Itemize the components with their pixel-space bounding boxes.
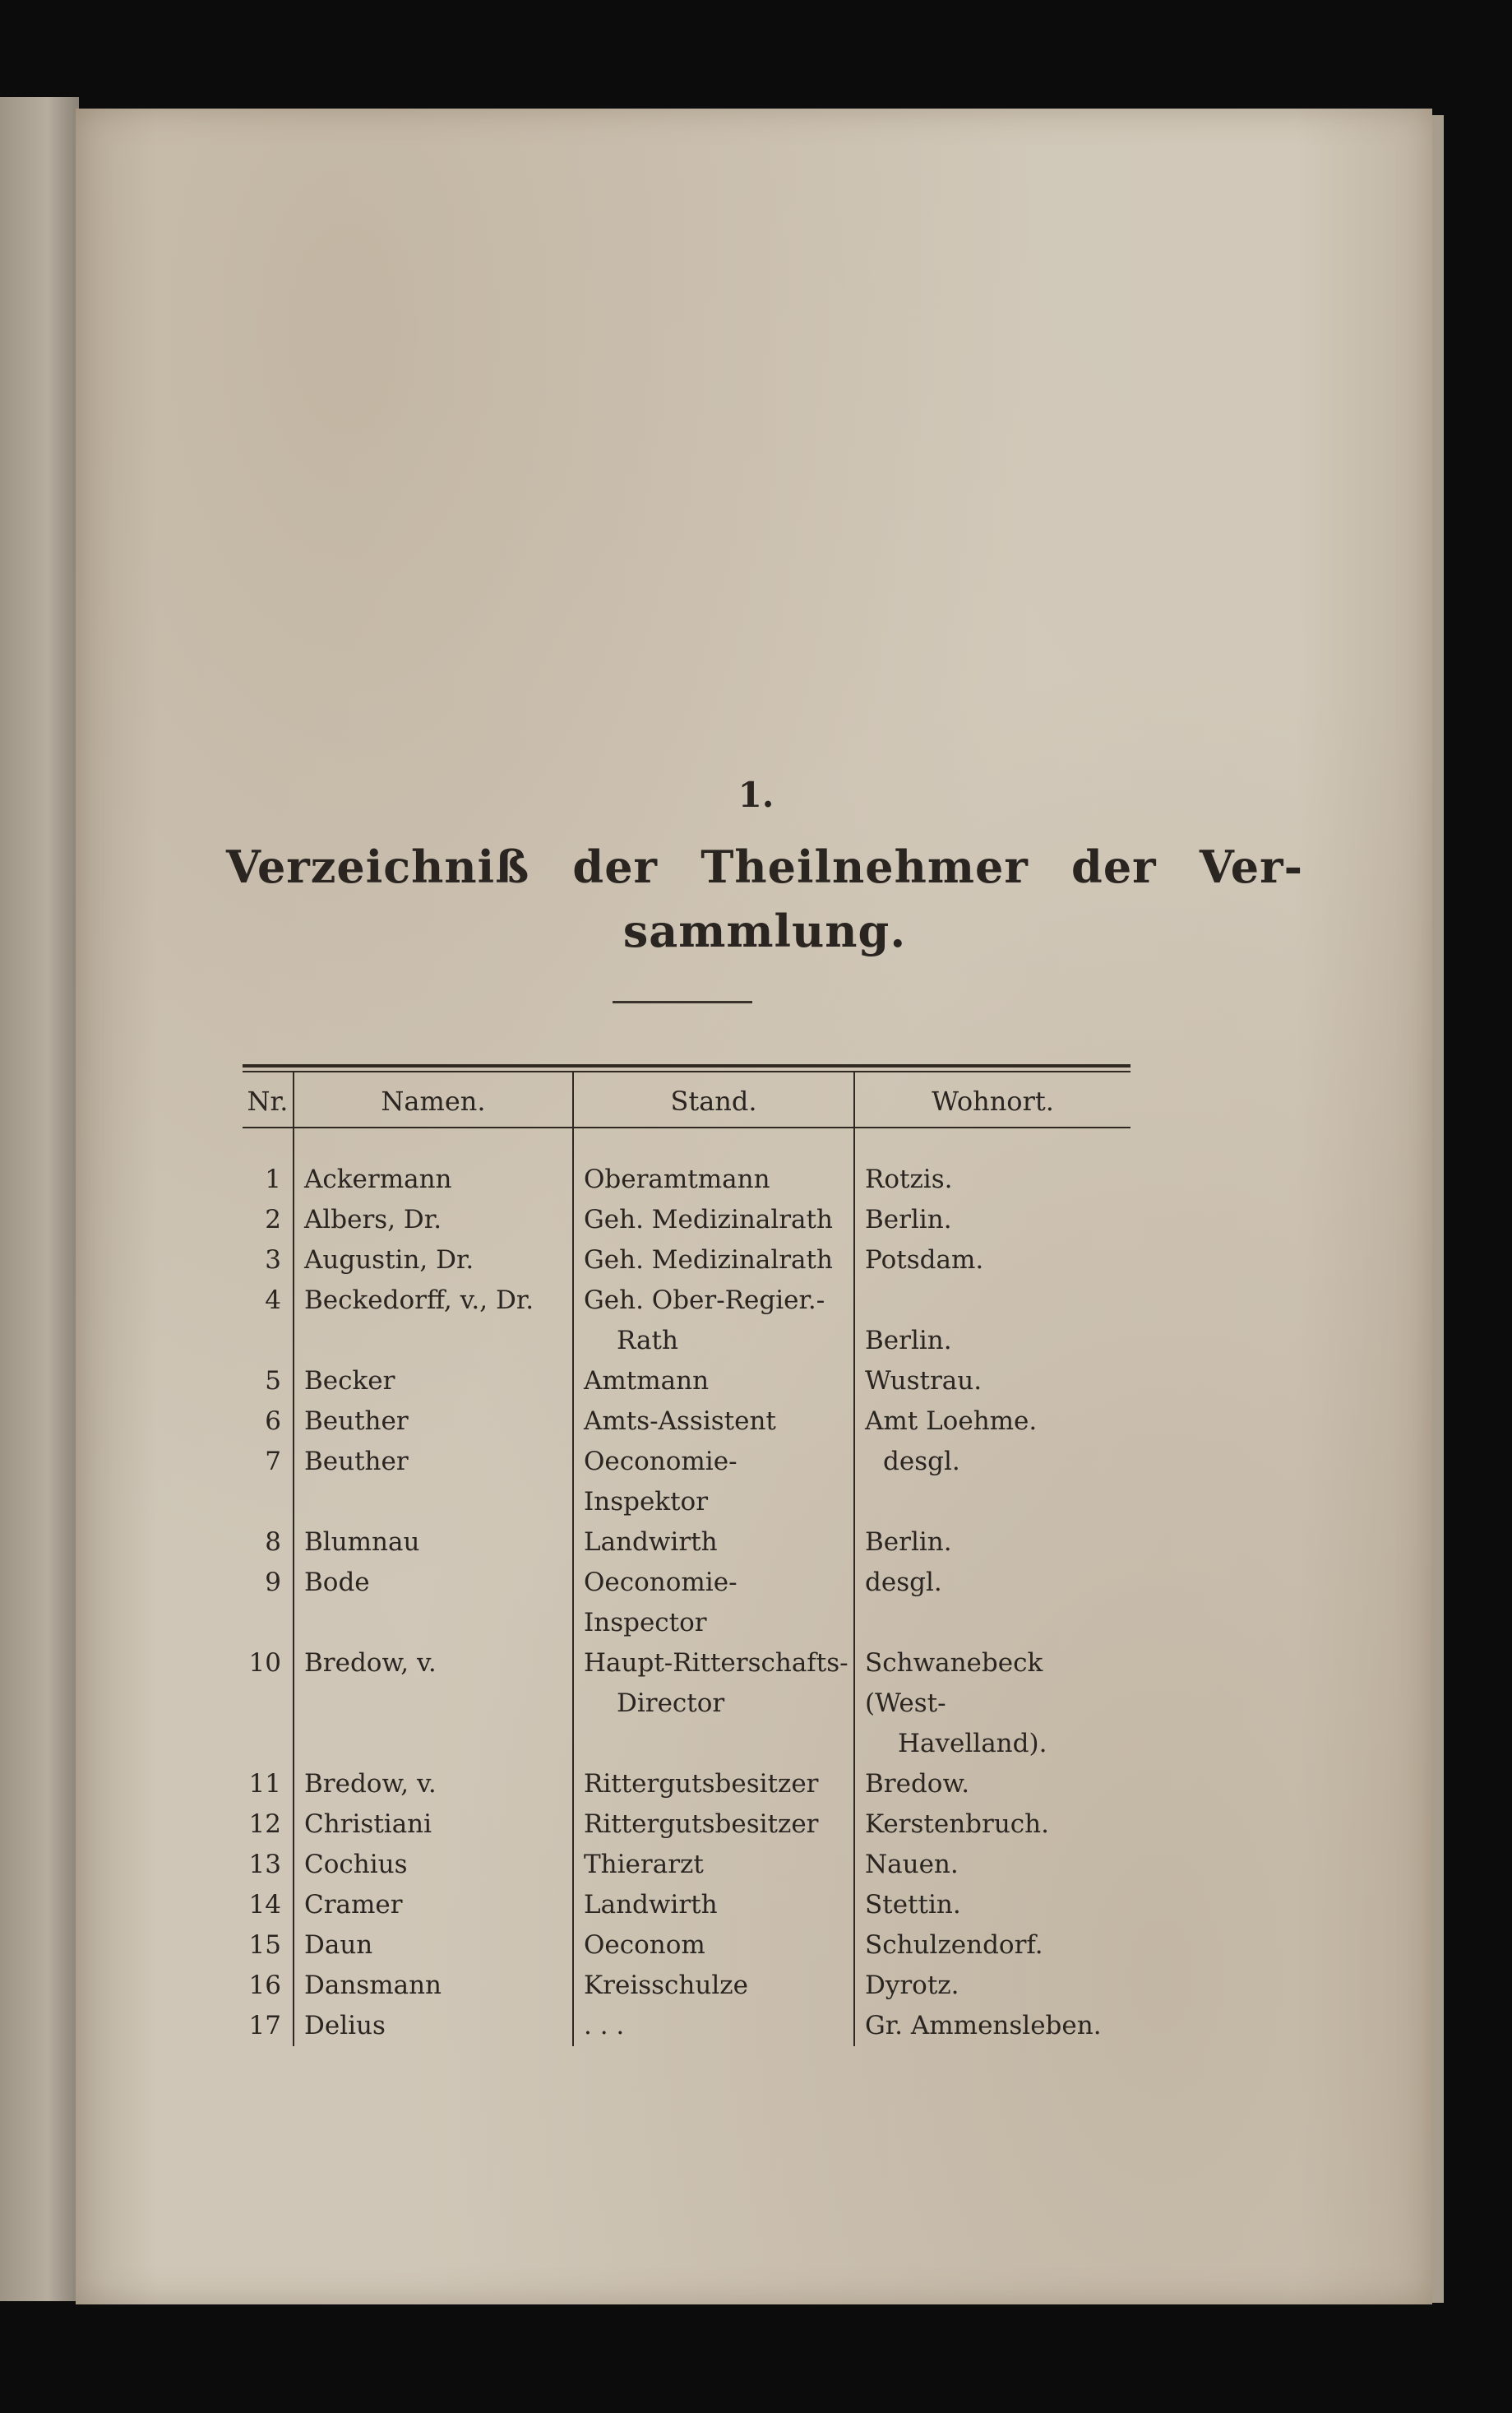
cell-name: Delius [294, 2006, 573, 2046]
header-stand: Stand. [573, 1072, 854, 1128]
cell-stand [573, 1401, 854, 1442]
cell-ort [854, 1281, 1131, 1361]
table-row [243, 1966, 1131, 2006]
cell-name: Beckedorff, v., Dr. [294, 1281, 573, 1361]
ort-line-continued: Berlin. [865, 1326, 952, 1355]
table-body [243, 1128, 1131, 2046]
cell-ort [854, 1240, 1131, 1281]
ort-line: Wustrau. [865, 1366, 983, 1396]
ort-line: Gr. Ammensleben. [865, 2011, 1102, 2040]
cell-ort [854, 2006, 1131, 2046]
stand-line: Geh. Ober-Regier.- [584, 1285, 825, 1315]
cell-nr: 14 [248, 1890, 281, 1920]
cell-stand [573, 2006, 854, 2046]
cell-nr: 4 [265, 1285, 281, 1315]
stand-line-continued: Director [617, 1688, 725, 1718]
stand-line: Oeconomie-Inspector [584, 1568, 738, 1637]
cell-stand [573, 1885, 854, 1925]
table-row [243, 1563, 1131, 1643]
cell-name: Daun [294, 1925, 573, 1966]
stand-line: Amts-Assistent [584, 1406, 776, 1436]
cell-name: Ackermann [294, 1128, 573, 1200]
cell-nr: 8 [265, 1527, 281, 1557]
ort-line: Berlin. [865, 1205, 952, 1234]
cell-name: Cramer [294, 1885, 573, 1925]
stand-line: Rittergutsbesitzer [584, 1769, 819, 1799]
table-row [243, 1885, 1131, 1925]
header-ort: Wohnort. [854, 1072, 1131, 1128]
ort-line: Schulzendorf. [865, 1930, 1043, 1960]
cell-stand [573, 1442, 854, 1522]
stand-line-continued: Rath [617, 1326, 678, 1355]
ort-line: desgl. [883, 1447, 960, 1476]
cell-ort [854, 1885, 1131, 1925]
page-edge [1432, 115, 1444, 2303]
stand-line: Landwirth [584, 1527, 718, 1557]
cell-stand [573, 1925, 854, 1966]
table-row [243, 1200, 1131, 1240]
table-row [243, 1522, 1131, 1563]
cell-name: Albers, Dr. [294, 1200, 573, 1240]
table-row [243, 2006, 1131, 2046]
facing-page-edge [0, 97, 79, 2301]
cell-stand [573, 1563, 854, 1643]
title-line-1: Verzeichniß der Theilnehmer der Ver- [226, 841, 1303, 893]
table-row [243, 1643, 1131, 1764]
cell-ort [854, 1442, 1131, 1522]
cell-ort [854, 1522, 1131, 1563]
cell-name: Bredow, v. [294, 1764, 573, 1804]
cell-nr: 10 [248, 1648, 281, 1678]
stand-line: Oberamtmann [584, 1165, 770, 1194]
cell-stand [573, 1281, 854, 1361]
cell-stand [573, 1845, 854, 1885]
table-row [243, 1281, 1131, 1361]
table-row [243, 1240, 1131, 1281]
stand-line: Landwirth [584, 1890, 718, 1920]
cell-stand [573, 1522, 854, 1563]
table-row [243, 1442, 1131, 1522]
ort-line-continued: Havelland). [898, 1729, 1047, 1758]
cell-ort [854, 1361, 1131, 1401]
cell-ort [854, 1643, 1131, 1764]
stand-line: Amtmann [584, 1366, 710, 1396]
cell-ort [854, 1563, 1131, 1643]
cell-ort [854, 1401, 1131, 1442]
cell-name: Beuther [294, 1442, 573, 1522]
ort-line: Nauen. [865, 1850, 959, 1879]
cell-ort [854, 1925, 1131, 1966]
cell-name: Bode [294, 1563, 573, 1643]
header-name: Namen. [294, 1072, 573, 1128]
cell-nr: 3 [265, 1245, 281, 1275]
table-row [243, 1804, 1131, 1845]
stand-line: Oeconomie-Inspektor [584, 1447, 738, 1517]
cell-nr: 7 [265, 1447, 281, 1476]
ort-line: Dyrotz. [865, 1971, 959, 2000]
cell-name: Becker [294, 1361, 573, 1401]
cell-nr: 15 [248, 1930, 281, 1960]
stand-line: Geh. Medizinalrath [584, 1245, 833, 1275]
cell-ort [854, 1128, 1131, 1200]
cell-nr: 11 [248, 1769, 281, 1799]
cell-nr: 2 [265, 1205, 281, 1234]
cell-ort [854, 1764, 1131, 1804]
cell-ort [854, 1845, 1131, 1885]
cell-name: Cochius [294, 1845, 573, 1885]
ort-line: Schwanebeck (West- [865, 1648, 1043, 1718]
stand-line: Rittergutsbesitzer [584, 1809, 819, 1839]
cell-stand [573, 1804, 854, 1845]
cell-name: Augustin, Dr. [294, 1240, 573, 1281]
cell-nr: 1 [265, 1165, 281, 1194]
cell-ort [854, 1804, 1131, 1845]
ort-blank [865, 1281, 1131, 1321]
ort-line: Berlin. [865, 1527, 952, 1557]
section-number: 1. [738, 775, 774, 815]
cell-name: Bredow, v. [294, 1643, 573, 1764]
ort-line: desgl. [865, 1568, 942, 1597]
participants-table [243, 1064, 1131, 2046]
cell-nr: 6 [265, 1406, 281, 1436]
cell-stand [573, 1240, 854, 1281]
ort-line: Bredow. [865, 1769, 970, 1799]
cell-nr: 9 [265, 1568, 281, 1597]
cell-stand [573, 1966, 854, 2006]
ort-line: Amt Loehme. [865, 1406, 1038, 1436]
cell-stand [573, 1200, 854, 1240]
cell-nr: 16 [248, 1971, 281, 2000]
cell-name: Christiani [294, 1804, 573, 1845]
table-row [243, 1128, 1131, 1200]
cell-name: Dansmann [294, 1966, 573, 2006]
cell-ort [854, 1966, 1131, 2006]
table-row [243, 1401, 1131, 1442]
ort-line: Stettin. [865, 1890, 961, 1920]
table-row [243, 1764, 1131, 1804]
cell-nr: 17 [248, 2011, 281, 2040]
ort-line: Rotzis. [865, 1165, 953, 1194]
title-line-2: sammlung. [622, 905, 907, 957]
stand-line: Geh. Medizinalrath [584, 1205, 833, 1234]
cell-stand [573, 1361, 854, 1401]
ort-line: Potsdam. [865, 1245, 984, 1275]
stand-line: Haupt-Ritterschafts- [584, 1648, 848, 1678]
header-nr: Nr. [243, 1072, 294, 1128]
cell-stand [573, 1764, 854, 1804]
cell-stand [573, 1643, 854, 1764]
table-row [243, 1925, 1131, 1966]
page-title [226, 835, 1303, 963]
participants-list [243, 1072, 1131, 2046]
table-header-row [243, 1072, 1131, 1128]
title-divider [613, 1001, 752, 1003]
cell-ort [854, 1200, 1131, 1240]
cell-name: Blumnau [294, 1522, 573, 1563]
cell-stand [573, 1128, 854, 1200]
stand-line: Thierarzt [584, 1850, 704, 1879]
stand-line: Oeconom [584, 1930, 705, 1960]
table-rule-top [243, 1064, 1131, 1068]
cell-nr: 12 [248, 1809, 281, 1839]
cell-nr: 5 [265, 1366, 281, 1396]
cell-nr: 13 [248, 1850, 281, 1879]
table-row [243, 1845, 1131, 1885]
stand-line: . . . [584, 2011, 625, 2040]
table-row [243, 1361, 1131, 1401]
stand-line: Kreisschulze [584, 1971, 748, 2000]
cell-name: Beuther [294, 1401, 573, 1442]
ort-line: Kerstenbruch. [865, 1809, 1049, 1839]
